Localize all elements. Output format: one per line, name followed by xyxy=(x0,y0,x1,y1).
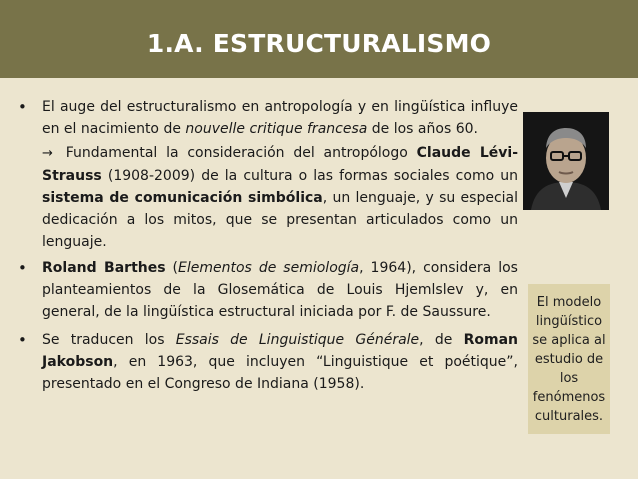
text-run-italic: Elementos de semiología xyxy=(178,260,360,276)
bullet-text xyxy=(42,260,518,320)
text-run: de los años 60. xyxy=(367,121,478,137)
text-run-bold: sistema de comunicación simbólica xyxy=(42,190,323,206)
text-run-bold: Roland Barthes xyxy=(42,260,166,276)
bullet-text xyxy=(42,99,518,137)
caption-box xyxy=(528,284,610,434)
caption-text: El modelo lingüístico se aplica al estudio de los fenómenos culturales. xyxy=(532,294,606,424)
slide-title: 1.A. ESTRUCTURALISMO xyxy=(146,28,492,58)
bullet-text xyxy=(42,332,518,392)
text-run: , en 1963, que incluyen “Linguistique et poétique”, presentado en el Congreso de Indiana (1958). xyxy=(42,354,518,392)
text-run-bold: Roman Jakobson xyxy=(42,332,518,370)
text-run: , un lenguaje, y su especial dedicación a los mitos, que se presentan articulados como un lenguaje. xyxy=(42,190,518,250)
bullet-item-1 xyxy=(18,96,518,253)
bullet-marker: • xyxy=(18,98,27,116)
text-run: Fundamental la consideración del antropólogo xyxy=(56,145,417,161)
text-run-italic: nouvelle critique francesa xyxy=(185,121,368,137)
text-run: El auge del estructuralismo en antropología y en lingüística influye en el nacimiento de xyxy=(42,99,518,137)
text-run: Se traducen los xyxy=(42,332,176,348)
content-area xyxy=(18,96,518,395)
portrait-icon xyxy=(523,112,609,210)
text-run: , de xyxy=(419,332,464,348)
portrait-photo xyxy=(523,112,609,210)
bullet-marker: • xyxy=(18,331,27,349)
title-bar xyxy=(0,0,638,78)
text-run-italic: Essais de Linguistique Générale xyxy=(175,332,420,348)
arrow-right-icon: → xyxy=(42,146,53,161)
bullet-marker: • xyxy=(18,259,27,277)
bullet-item-3 xyxy=(18,329,518,395)
text-run: , 1964), considera los planteamientos de la Glosemática de Louis Hjemlslev y, en general, de la lingüística estructural iniciada por F. de Saussure. xyxy=(42,260,518,320)
text-run: (1908-2009) de la cultura o las formas sociales como un xyxy=(101,168,518,184)
bullet-item-2 xyxy=(18,257,518,323)
text-run-bold: Claude Lévi-Strauss xyxy=(42,145,519,184)
text-run: ( xyxy=(165,260,179,276)
sub-point xyxy=(18,142,518,253)
